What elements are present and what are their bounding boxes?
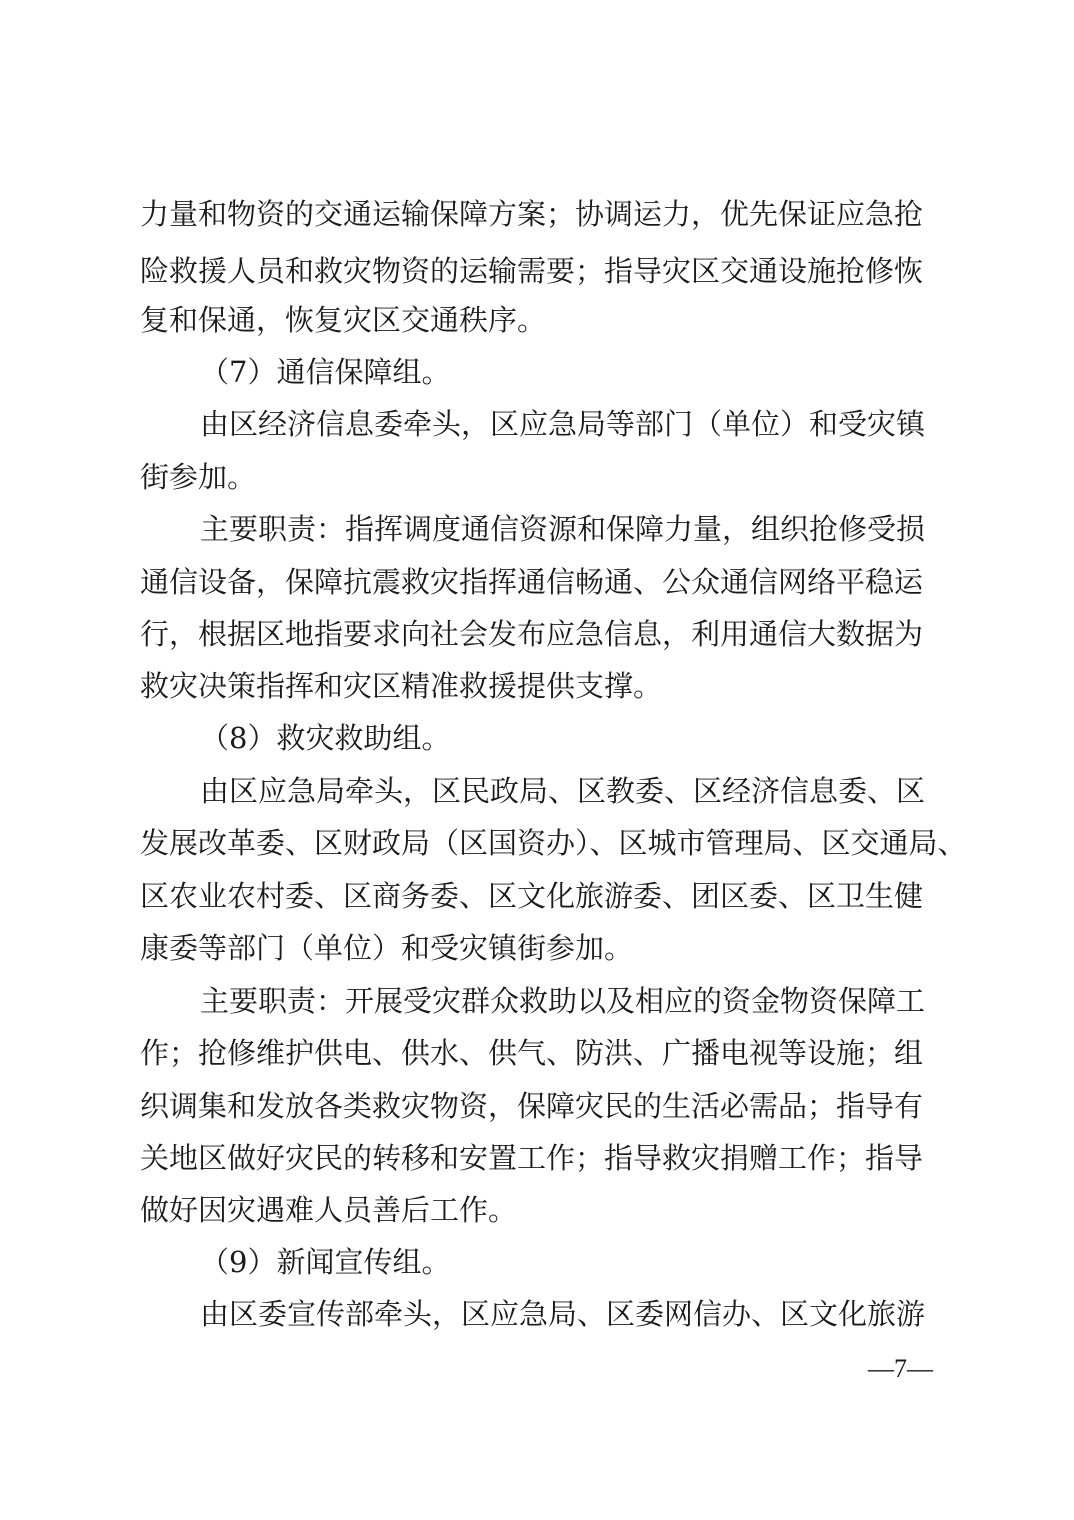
paragraph-line: 街参加。 (140, 460, 257, 494)
paragraph-line: 关地区做好灾民的转移和安置工作；指导救灾捐赠工作；指导 (140, 1141, 924, 1175)
paragraph-line: 险救援人员和救灾物资的运输需要；指导灾区交通设施抢修恢 (140, 254, 924, 288)
paragraph-line: 主要职责：指挥调度通信资源和保障力量，组织抢修受损 (200, 512, 926, 546)
paragraph-line: 由区应急局牵头，区民政局、区教委、区经济信息委、区 (200, 774, 926, 808)
paragraph-line: 康委等部门（单位）和受灾镇街参加。 (140, 931, 634, 965)
paragraph-line: 力量和物资的交通运输保障方案；协调运力，优先保证应急抢 (140, 197, 924, 231)
paragraph-line: 由区委宣传部牵头，区应急局、区委网信办、区文化旅游 (200, 1297, 926, 1331)
paragraph-line: 织调集和发放各类救灾物资，保障灾民的生活必需品；指导有 (140, 1089, 924, 1123)
section-heading-8: （8）救灾救助组。 (200, 721, 451, 755)
paragraph-line: 行，根据区地指要求向社会发布应急信息，利用通信大数据为 (140, 617, 924, 651)
paragraph-line: 复和保通，恢复灾区交通秩序。 (140, 303, 547, 337)
paragraph-line: 救灾决策指挥和灾区精准救援提供支撑。 (140, 669, 663, 703)
paragraph-line: 做好因灾遇难人员善后工作。 (140, 1193, 518, 1227)
paragraph-line: 作；抢修维护供电、供水、供气、防洪、广播电视等设施；组 (140, 1036, 924, 1070)
section-heading-9: （9）新闻宣传组。 (200, 1245, 451, 1279)
paragraph-line: 区农业农村委、区商务委、区文化旅游委、团区委、区卫生健 (140, 879, 924, 913)
paragraph-line: 由区经济信息委牵头，区应急局等部门（单位）和受灾镇 (200, 407, 926, 441)
paragraph-line: 主要职责：开展受灾群众救助以及相应的资金物资保障工 (200, 984, 926, 1018)
page-number: —7— (868, 1354, 933, 1383)
paragraph-line: 通信设备，保障抗震救灾指挥通信畅通、公众通信网络平稳运 (140, 565, 924, 599)
section-heading-7: （7）通信保障组。 (200, 355, 451, 389)
paragraph-line: 发展改革委、区财政局（区国资办）、区城市管理局、区交通局、 (140, 826, 967, 860)
